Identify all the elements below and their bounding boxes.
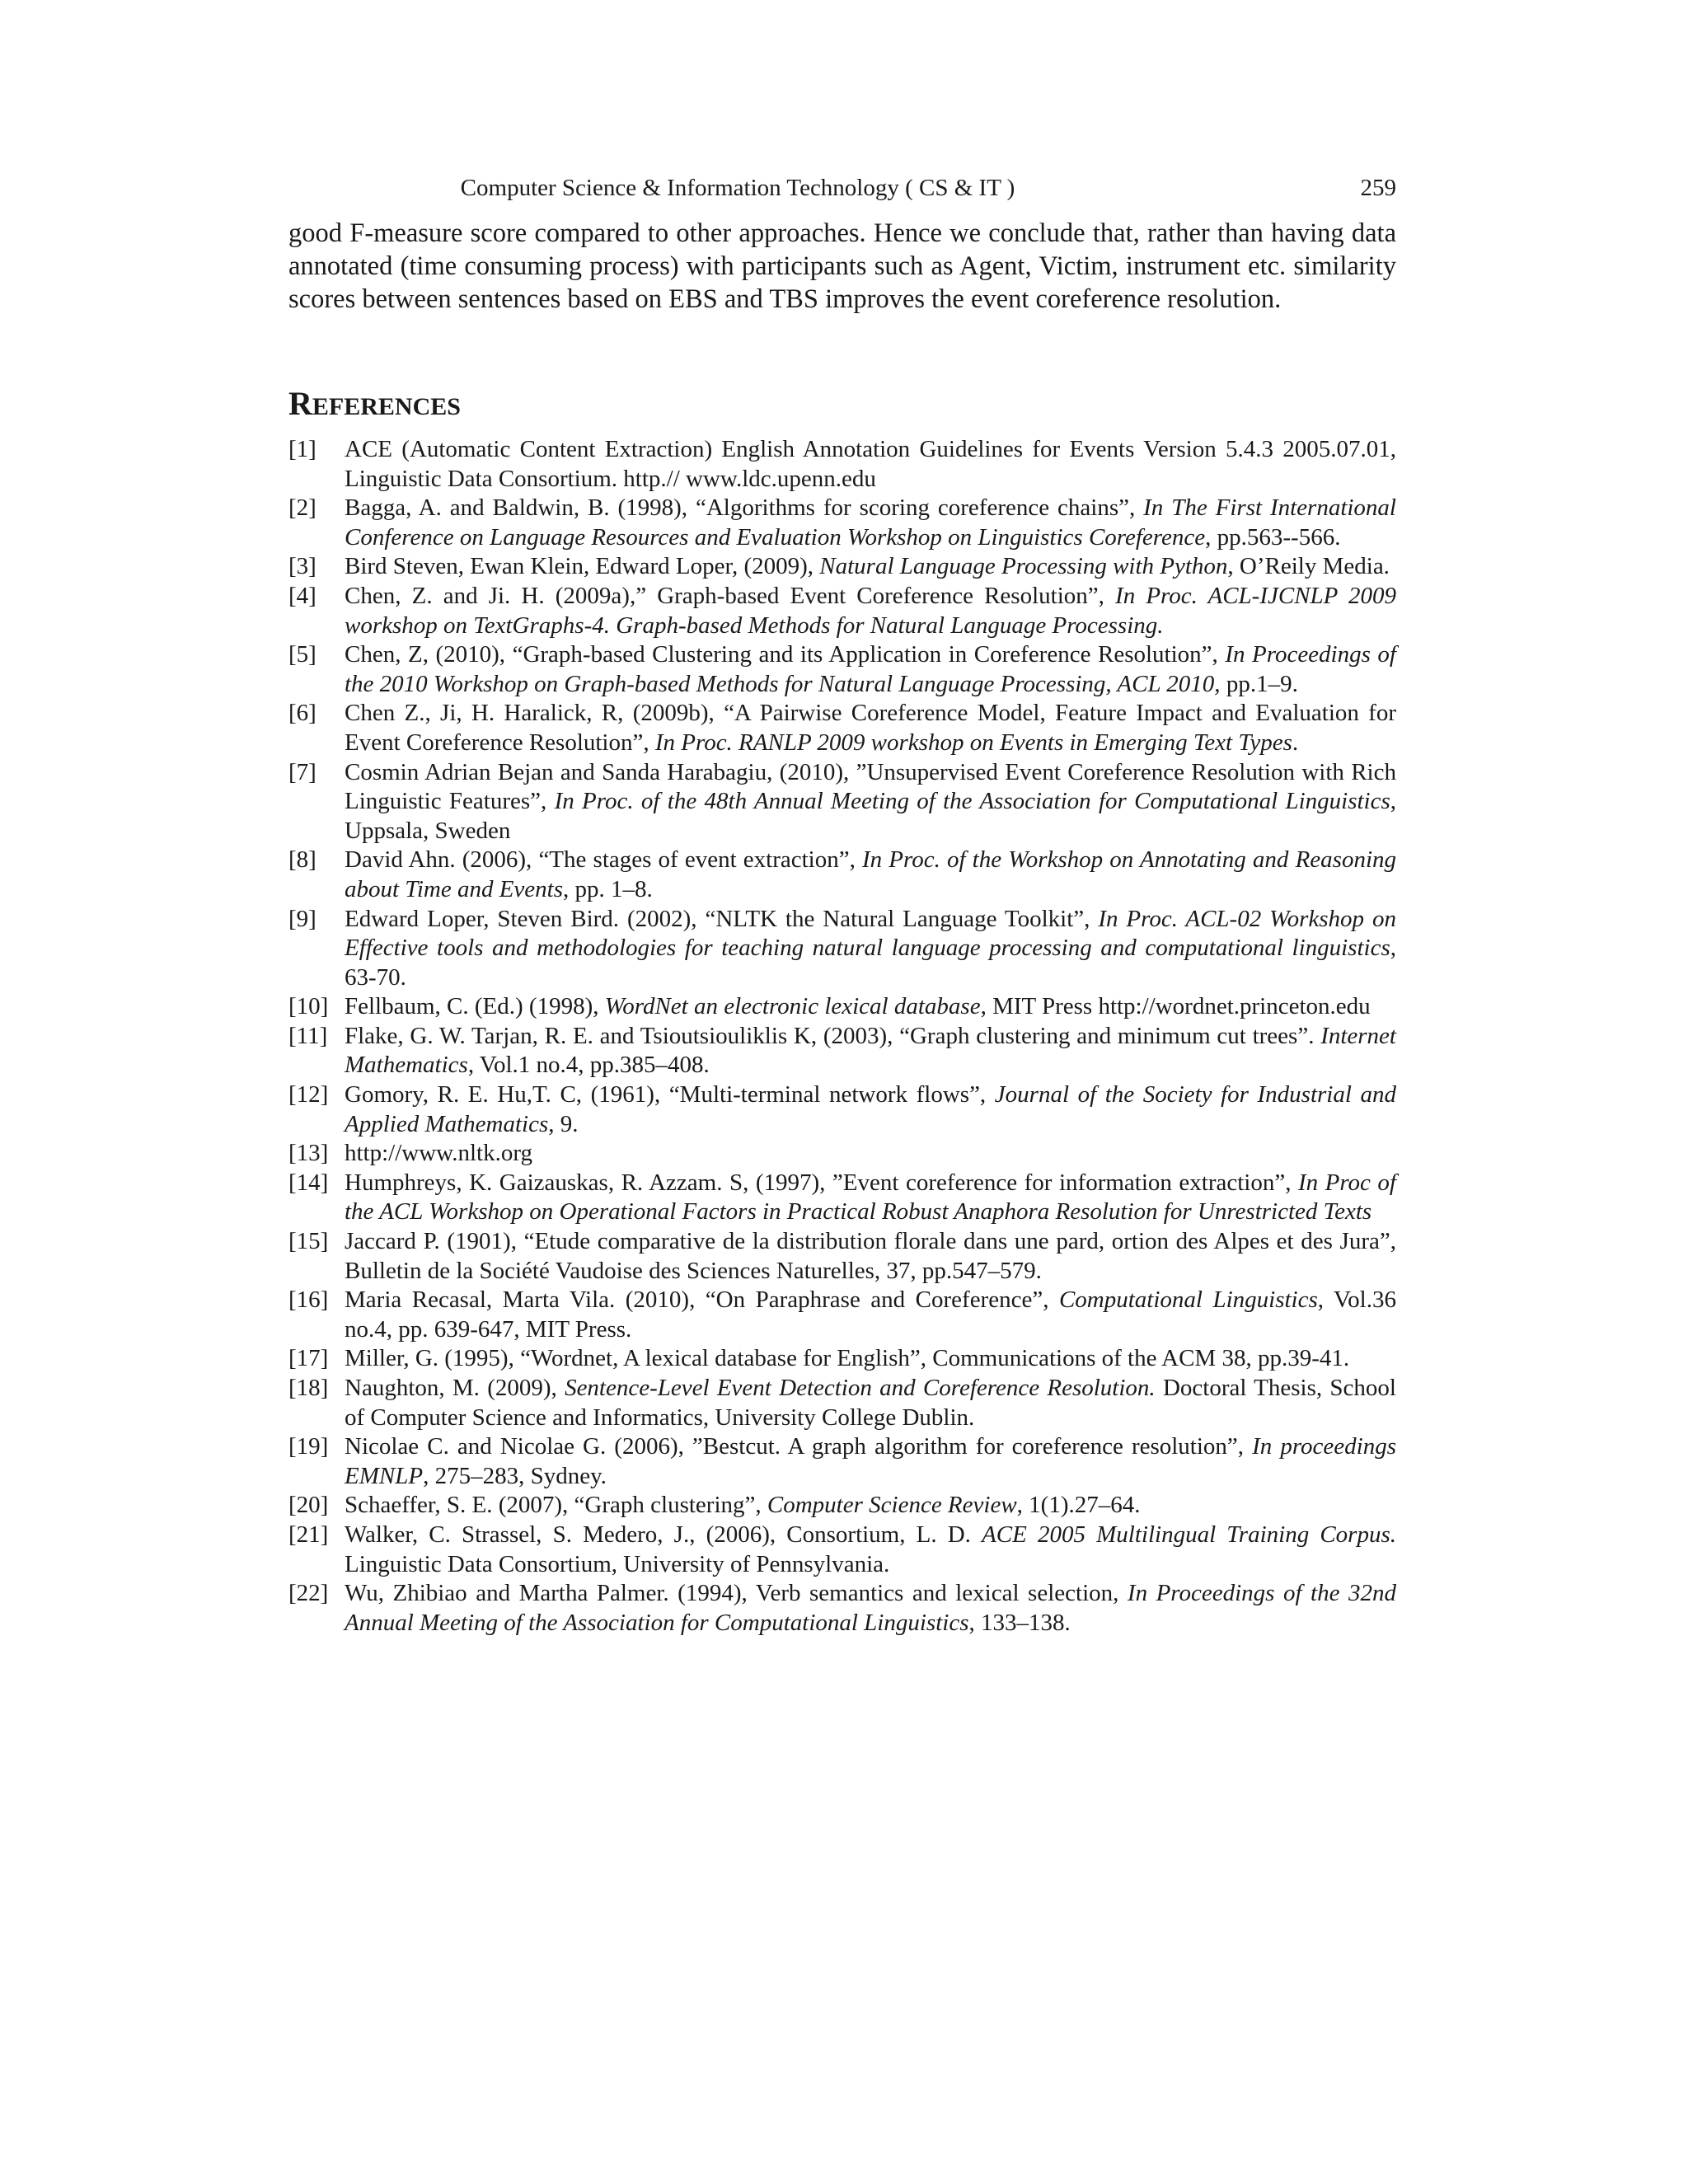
running-header bbox=[288, 171, 1396, 204]
reference-segment: , pp.563--566. bbox=[1205, 523, 1341, 551]
reference-italic-segment: In Proc. of the Workshop on Annotating and Reasoning about Time and Events bbox=[345, 846, 1396, 902]
reference-number: [21] bbox=[288, 1521, 329, 1548]
reference-segment: Chen, Z, (2010), “Graph-based Clustering and its Application in Coreference Resolution”, bbox=[345, 641, 1226, 668]
reference-item bbox=[288, 1491, 1396, 1521]
reference-text bbox=[345, 1286, 1396, 1343]
heading-rest: EFERENCES bbox=[312, 393, 461, 420]
reference-text bbox=[345, 1081, 1396, 1137]
reference-segment: , Vol.1 no.4, pp.385–408. bbox=[467, 1052, 710, 1079]
reference-italic-segment: In Proc. of the 48th Annual Meeting of the Association for Computational Linguistics bbox=[554, 788, 1390, 815]
reference-segment: , 275–283, Sydney. bbox=[423, 1462, 607, 1489]
reference-segment: Naughton, M. (2009), bbox=[345, 1375, 565, 1401]
reference-segment: Nicolae C. and Nicolae G. (2006), ”Bestcut. A graph algorithm for coreference resolution”, bbox=[345, 1433, 1253, 1460]
reference-italic-segment: Computational Linguistics bbox=[1058, 1286, 1318, 1314]
reference-italic-segment: Journal of the Society for Industrial and Applied Mathematics bbox=[345, 1081, 1397, 1137]
page-number: 259 bbox=[1360, 175, 1396, 201]
reference-number: [6] bbox=[288, 700, 316, 727]
reference-item bbox=[288, 552, 1396, 582]
reference-item bbox=[288, 1579, 1396, 1638]
reference-list bbox=[288, 435, 1396, 1638]
reference-number: [9] bbox=[288, 905, 316, 932]
reference-item bbox=[288, 758, 1396, 846]
reference-text bbox=[345, 1345, 1349, 1371]
reference-italic-segment: In Proceedings of the 32nd Annual Meeting of the Association for Computational Linguistics bbox=[345, 1580, 1397, 1636]
reference-item bbox=[288, 582, 1396, 640]
reference-number: [7] bbox=[288, 758, 316, 785]
reference-italic-segment: Internet Mathematics bbox=[345, 1022, 1396, 1079]
reference-segment: Flake, G. W. Tarjan, R. E. and Tsioutsiouliklis K, (2003), “Graph clustering and minimum cut trees”. bbox=[345, 1022, 1321, 1049]
reference-text bbox=[345, 553, 1390, 579]
reference-number: [2] bbox=[288, 494, 316, 522]
reference-item bbox=[288, 494, 1396, 552]
reference-segment: Bagga, A. and Baldwin, B. (1998), “Algorithms for scoring coreference chains”, bbox=[345, 494, 1144, 522]
reference-number: [12] bbox=[288, 1081, 329, 1108]
heading-initial: R bbox=[288, 385, 312, 422]
reference-number: [13] bbox=[288, 1140, 329, 1167]
reference-segment: Jaccard P. (1901), “Etude comparative de la distribution florale dans une pard, ortion des Alpes et des Jura”, Bulletin de la Société Vaudoise des Sciences Naturelles, 37, pp.547–579. bbox=[345, 1228, 1396, 1284]
reference-item bbox=[288, 1022, 1396, 1080]
reference-item bbox=[288, 905, 1396, 993]
reference-text bbox=[345, 1140, 532, 1166]
reference-segment: . bbox=[1292, 729, 1299, 756]
reference-number: [15] bbox=[288, 1228, 329, 1255]
reference-number: [16] bbox=[288, 1286, 329, 1314]
reference-item bbox=[288, 1169, 1396, 1227]
reference-segment: Gomory, R. E. Hu,T. C, (1961), “Multi-terminal network flows”, bbox=[345, 1081, 995, 1108]
reference-segment: Wu, Zhibiao and Martha Palmer. (1994), Verb semantics and lexical selection, bbox=[345, 1580, 1128, 1607]
reference-segment: Doctoral Thesis, School of Computer Science and Informatics, University College Dublin. bbox=[345, 1375, 1396, 1431]
reference-italic-segment: In proceedings EMNLP bbox=[345, 1433, 1396, 1489]
reference-text bbox=[345, 846, 1396, 902]
reference-number: [11] bbox=[288, 1022, 328, 1049]
reference-segment: , Vol.36 no.4, pp. 639-647, MIT Press. bbox=[345, 1286, 1396, 1343]
reference-item bbox=[288, 1344, 1396, 1374]
reference-text bbox=[345, 700, 1396, 756]
running-title: Computer Science & Information Technology ( CS & IT ) bbox=[460, 175, 1015, 201]
reference-italic-segment: In Proceedings of the 2010 Workshop on Graph-based Methods for Natural Language Processing, ACL 2010, bbox=[345, 641, 1396, 697]
reference-segment: Humphreys, K. Gaizauskas, R. Azzam. S, (1997), ”Event coreference for information extraction”, bbox=[345, 1169, 1298, 1196]
reference-segment: David Ahn. (2006), “The stages of event extraction”, bbox=[345, 846, 862, 874]
reference-number: [10] bbox=[288, 993, 329, 1020]
reference-item bbox=[288, 1521, 1396, 1579]
reference-number: [5] bbox=[288, 641, 316, 668]
reference-item bbox=[288, 699, 1396, 757]
reference-item bbox=[288, 435, 1396, 494]
reference-italic-segment: Computer Science Review bbox=[767, 1492, 1017, 1519]
conclusion-paragraph: good F-measure score compared to other approaches. Hence we conclude that, rather than having data annotated (time consuming process) with participants such as Agent, Victim, instrument etc. similarity scores between sentences based on EBS and TBS improves the event coreference resolution. bbox=[288, 218, 1396, 314]
reference-italic-segment: Natural Language Processing with Python bbox=[819, 553, 1228, 580]
reference-segment: Fellbaum, C. (Ed.) (1998), bbox=[345, 993, 605, 1020]
reference-item bbox=[288, 1286, 1396, 1344]
reference-segment: , 1(1).27–64. bbox=[1016, 1492, 1141, 1519]
reference-italic-segment: In Proc. RANLP 2009 workshop on Events in Emerging Text Types bbox=[654, 729, 1292, 756]
reference-text bbox=[345, 759, 1396, 844]
reference-number: [8] bbox=[288, 846, 316, 874]
reference-text bbox=[345, 1169, 1396, 1226]
reference-segment: Bird Steven, Ewan Klein, Edward Loper, (2009), bbox=[345, 553, 820, 580]
reference-italic-segment: WordNet an electronic lexical database bbox=[604, 993, 981, 1020]
reference-segment: Cosmin Adrian Bejan and Sanda Harabagiu, (2010), ”Unsupervised Event Coreference Resolution with Rich Linguistic Features”, bbox=[345, 758, 1396, 815]
reference-segment: , Uppsala, Sweden bbox=[345, 788, 1396, 844]
reference-number: [18] bbox=[288, 1375, 329, 1401]
reference-text bbox=[345, 1580, 1396, 1636]
reference-number: [19] bbox=[288, 1433, 329, 1460]
reference-text bbox=[345, 1023, 1396, 1079]
reference-segment: Miller, G. (1995), “Wordnet, A lexical database for English”, Communications of the ACM 38, pp.39-41. bbox=[345, 1345, 1350, 1372]
reference-number: [1] bbox=[288, 436, 316, 462]
reference-text bbox=[345, 993, 1371, 1019]
reference-segment: Maria Recasal, Marta Vila. (2010), “On Paraphrase and Coreference”, bbox=[345, 1286, 1059, 1314]
reference-text bbox=[345, 1228, 1396, 1284]
reference-item bbox=[288, 1374, 1396, 1432]
reference-text bbox=[345, 436, 1396, 492]
reference-segment: Schaeffer, S. E. (2007), “Graph clustering”, bbox=[345, 1492, 767, 1519]
reference-italic-segment: In Proc of the ACL Workshop on Operational Factors in Practical Robust Anaphora Resolution for Unrestricted Texts bbox=[345, 1169, 1396, 1226]
reference-segment: ACE (Automatic Content Extraction) English Annotation Guidelines for Events Version 5.4.3 2005.07.01, Linguistic Data Consortium. http.// www.ldc.upenn.edu bbox=[345, 436, 1396, 492]
reference-item bbox=[288, 992, 1396, 1022]
reference-segment: pp.1–9. bbox=[1220, 670, 1298, 697]
reference-item bbox=[288, 1139, 1396, 1169]
reference-segment: Walker, C. Strassel, S. Medero, J., (2006), Consortium, L. D. bbox=[345, 1521, 982, 1548]
reference-segment: , 9. bbox=[548, 1110, 579, 1137]
reference-text bbox=[345, 1375, 1396, 1431]
reference-segment: http://www.nltk.org bbox=[345, 1140, 532, 1167]
reference-italic-segment: In Proc. ACL-02 Workshop on Effective tools and methodologies for teaching natural language processing and computational linguistics bbox=[345, 905, 1396, 962]
reference-text bbox=[345, 1433, 1396, 1489]
reference-text bbox=[345, 1521, 1396, 1577]
reference-number: [22] bbox=[288, 1580, 329, 1607]
reference-italic-segment: Sentence-Level Event Detection and Coreference Resolution. bbox=[565, 1375, 1156, 1401]
reference-segment: , 63-70. bbox=[345, 935, 1396, 991]
reference-italic-segment: In Proc. ACL-IJCNLP 2009 workshop on TextGraphs-4. Graph-based Methods for Natural Language Processing. bbox=[345, 582, 1396, 639]
reference-segment: , pp. 1–8. bbox=[563, 875, 653, 902]
reference-segment: Chen, Z. and Ji. H. (2009a),” Graph-based Event Coreference Resolution”, bbox=[345, 582, 1116, 609]
reference-segment: Linguistic Data Consortium, University of Pennsylvania. bbox=[345, 1550, 890, 1577]
reference-text bbox=[345, 494, 1396, 551]
reference-item bbox=[288, 846, 1396, 904]
reference-segment: Edward Loper, Steven Bird. (2002), “NLTK the Natural Language Toolkit”, bbox=[345, 905, 1099, 932]
reference-text bbox=[345, 906, 1396, 991]
reference-number: [14] bbox=[288, 1169, 329, 1196]
reference-item bbox=[288, 1080, 1396, 1139]
reference-italic-segment: In The First International Conference on Language Resources and Evaluation Workshop on Linguistics Coreference bbox=[345, 494, 1396, 551]
reference-text bbox=[345, 1492, 1141, 1518]
reference-text bbox=[345, 641, 1396, 697]
reference-italic-segment: ACE 2005 Multilingual Training Corpus. bbox=[982, 1521, 1396, 1548]
reference-number: [4] bbox=[288, 582, 316, 609]
reference-item bbox=[288, 640, 1396, 699]
reference-item bbox=[288, 1227, 1396, 1286]
reference-segment: , 133–138. bbox=[968, 1609, 1071, 1636]
reference-number: [20] bbox=[288, 1492, 329, 1519]
reference-item bbox=[288, 1432, 1396, 1491]
reference-number: [3] bbox=[288, 553, 316, 580]
reference-number: [17] bbox=[288, 1345, 329, 1372]
reference-segment: Chen Z., Ji, H. Haralick, R, (2009b), “A Pairwise Coreference Model, Feature Impact and Evaluation for Event Coreference Resolution”, bbox=[345, 700, 1396, 756]
reference-segment: , MIT Press http://wordnet.princeton.edu bbox=[980, 993, 1371, 1020]
reference-text bbox=[345, 583, 1396, 639]
references-heading bbox=[288, 383, 461, 428]
reference-segment: , O’Reily Media. bbox=[1227, 553, 1390, 580]
